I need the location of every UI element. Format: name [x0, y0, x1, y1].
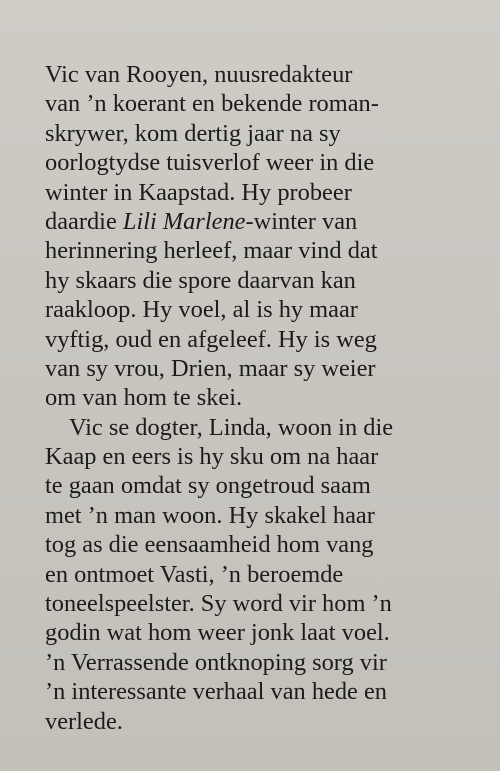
text-line: godin wat hom weer jonk laat voel.	[45, 619, 390, 647]
text-line: herinnering herleef, maar vind dat	[45, 237, 378, 265]
text-line: met ’n man woon. Hy skakel haar	[45, 501, 375, 529]
text-line: tog as die eensaamheid hom vang	[45, 531, 374, 559]
text-line: van sy vrou, Drien, maar sy weier	[45, 354, 376, 382]
text-line: van ’n koerant en bekende roman-	[45, 90, 379, 118]
text-segment: -winter van	[245, 207, 358, 235]
blurb-text	[45, 60, 465, 736]
text-segment: daardie	[45, 207, 123, 235]
text-line: verlede.	[45, 707, 123, 735]
text-line: Vic van Rooyen, nuusredakteur	[45, 61, 353, 88]
text-line: oorlogtydse tuisverlof weer in die	[45, 149, 375, 177]
text-line: raakloop. Hy voel, al is hy maar	[45, 296, 358, 324]
text-line: winter in Kaapstad. Hy probeer	[45, 178, 352, 206]
text-line: vyftig, oud en afgeleef. Hy is weg	[45, 325, 377, 353]
book-title-italic: Lili Marlene	[122, 207, 246, 235]
text-line	[45, 207, 465, 236]
text-line: skrywer, kom dertig jaar na sy	[45, 119, 341, 147]
text-line: ’n interessante verhaal van hede en	[45, 678, 387, 706]
text-line: te gaan omdat sy ongetroud saam	[45, 472, 371, 500]
text-line: Kaap en eers is hy sku om na haar	[45, 443, 379, 471]
text-line: ’n Verrassende ontknoping sorg vir	[45, 648, 387, 676]
text-line: om van hom te skei.	[45, 384, 243, 412]
text-line: en ontmoet Vasti, ’n beroemde	[45, 560, 344, 588]
text-line: Vic se dogter, Linda, woon in die	[69, 413, 394, 441]
text-line: toneelspeelster. Sy word vir hom ’n	[45, 590, 392, 618]
text-line: hy skaars die spore daarvan kan	[45, 266, 356, 294]
